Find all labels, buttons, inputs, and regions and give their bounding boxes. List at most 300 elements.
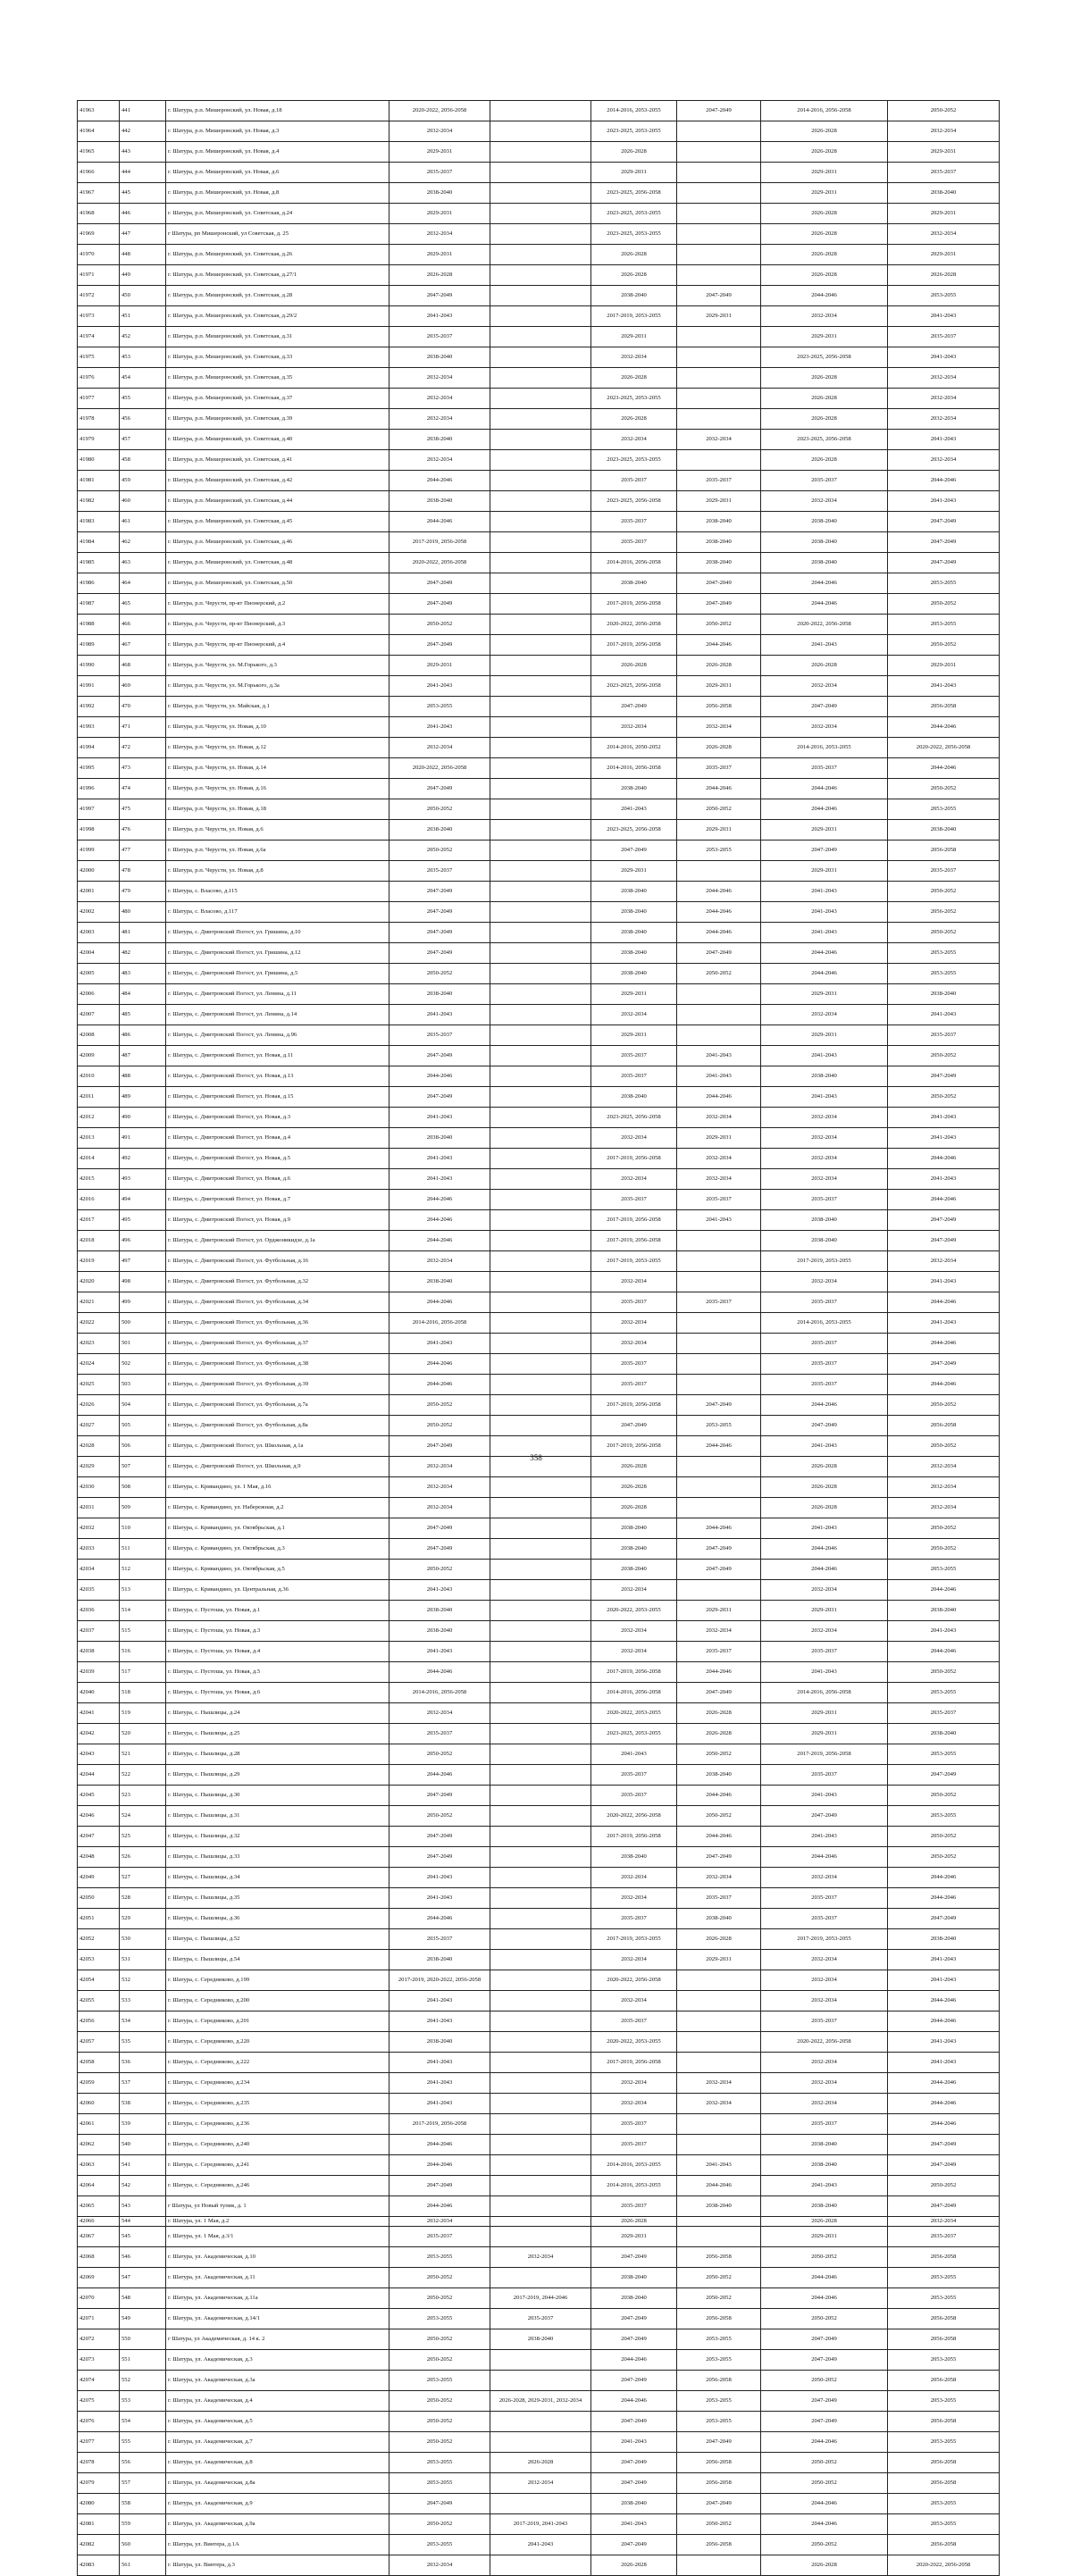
table-cell: 2041-2043: [761, 1827, 888, 1847]
table-cell: 42014: [78, 1149, 120, 1169]
table-cell: 2014-2016, 2053-2055: [591, 2155, 677, 2176]
table-cell: 2044-2046: [888, 1149, 1000, 1169]
table-cell: 42025: [78, 1375, 120, 1395]
table-cell: 2035-2037: [761, 471, 888, 491]
table-cell: 2047-2049: [677, 1560, 761, 1580]
table-cell: г. Шатура, с. Власово, д.117: [166, 902, 389, 923]
table-cell: 2029-2031: [677, 1128, 761, 1149]
table-cell: г. Шатура, ул. Академическая, д.4: [166, 2390, 389, 2411]
table-cell: 489: [120, 1087, 166, 1108]
table-cell: 2053-2055: [888, 799, 1000, 820]
table-cell: 2050-2052: [389, 615, 490, 635]
table-cell: 552: [120, 2370, 166, 2390]
table-cell: 2044-2046: [677, 1827, 761, 1847]
table-cell: г. Шатура, с. Пышлицы, д.32: [166, 1827, 389, 1847]
table-cell: г. Шатура, ул. Академическая, д.10: [166, 2246, 389, 2267]
table-cell: 2047-2049: [591, 841, 677, 861]
table-row: [78, 1005, 1000, 1025]
table-cell: г. Шатура, р.п. Мишеронский, ул. Советская, д.46: [166, 532, 389, 553]
table-cell: 2050-2052: [389, 1806, 490, 1827]
table-cell: г. Шатура, р.п. Мишеронский, ул. Советская, д.48: [166, 553, 389, 573]
table-cell: 2035-2037: [761, 758, 888, 779]
table-cell: 42055: [78, 1991, 120, 2011]
table-cell: 2050-2052: [761, 2452, 888, 2472]
table-cell: 2050-2052: [389, 799, 490, 820]
table-cell: 2032-2034: [761, 1970, 888, 1991]
table-cell: 2044-2046: [389, 471, 490, 491]
table-cell: [490, 1087, 591, 1108]
table-cell: [490, 2176, 591, 2196]
table-cell: г. Шатура, с. Дмитровский Погост, ул. Школьная, д.9: [166, 1457, 389, 1477]
table-cell: 2056-2058: [677, 2452, 761, 2472]
table-cell: 2026-2028: [761, 1498, 888, 1518]
table-cell: 42024: [78, 1354, 120, 1375]
table-cell: 2035-2037: [389, 1929, 490, 1950]
table-cell: 2053-2055: [888, 1806, 1000, 1827]
table-row: [78, 1395, 1000, 1416]
table-cell: 2029-2031: [761, 1703, 888, 1724]
table-cell: 2041-2043: [389, 2053, 490, 2073]
table-cell: 2032-2034: [389, 1457, 490, 1477]
table-row: [78, 224, 1000, 245]
table-cell: 459: [120, 471, 166, 491]
table-cell: 41984: [78, 532, 120, 553]
table-cell: 2026-2028: [591, 2555, 677, 2575]
table-cell: 2041-2043: [888, 676, 1000, 697]
table-row: [78, 1888, 1000, 1909]
table-cell: г. Шатура, с. Пышлицы, д.35: [166, 1888, 389, 1909]
table-cell: 2053-2055: [888, 1744, 1000, 1765]
table-cell: г. Шатура, с. Середниково, д.235: [166, 2094, 389, 2114]
table-cell: 469: [120, 676, 166, 697]
table-cell: г. Шатура, с. Середниково, д.234: [166, 2073, 389, 2094]
table-cell: 544: [120, 2217, 166, 2227]
table-cell: 2026-2028: [591, 142, 677, 163]
table-cell: 535: [120, 2032, 166, 2053]
table-cell: [490, 2094, 591, 2114]
table-cell: 2032-2034: [591, 1334, 677, 1354]
table-row: [78, 1354, 1000, 1375]
table-cell: 2035-2037: [888, 1703, 1000, 1724]
table-cell: 2053-2055: [888, 2390, 1000, 2411]
table-cell: 441: [120, 101, 166, 121]
table-cell: 2044-2046: [677, 923, 761, 943]
table-cell: 2035-2037: [591, 1765, 677, 1786]
table-cell: 2032-2034: [677, 430, 761, 450]
table-cell: 2023-2025, 2056-2058: [761, 347, 888, 368]
table-cell: [490, 1621, 591, 1642]
table-cell: 2032-2034: [761, 676, 888, 697]
table-cell: [490, 2032, 591, 2053]
table-cell: 483: [120, 964, 166, 984]
table-cell: г. Шатура, р.п. Мишеронский, ул. Советская, д.45: [166, 512, 389, 532]
table-cell: г. Шатура, с. Дмитровский Погост, ул. Гришина, д.5: [166, 964, 389, 984]
table-cell: [490, 224, 591, 245]
table-cell: 2032-2034: [761, 1621, 888, 1642]
table-row: [78, 1642, 1000, 1662]
table-cell: 474: [120, 779, 166, 799]
table-cell: [677, 2555, 761, 2575]
table-cell: 481: [120, 923, 166, 943]
table-cell: г. Шатура, с. Дмитровский Погост, ул. Футбольная, д.39: [166, 1375, 389, 1395]
table-cell: 484: [120, 984, 166, 1005]
table-cell: 2050-2052: [888, 1087, 1000, 1108]
table-cell: [490, 2011, 591, 2032]
table-cell: 2047-2049: [677, 2493, 761, 2513]
table-cell: 2029-2031: [761, 1601, 888, 1621]
table-cell: 2017-2019, 2053-2055: [761, 1929, 888, 1950]
table-cell: 42052: [78, 1929, 120, 1950]
table-cell: 41968: [78, 204, 120, 224]
table-cell: 2017-2019, 2056-2058: [389, 2114, 490, 2135]
table-cell: [490, 450, 591, 471]
table-cell: г. Шатура, ул. 1 Мая, д.3/1: [166, 2226, 389, 2246]
table-cell: 41997: [78, 799, 120, 820]
table-cell: [490, 594, 591, 615]
table-cell: [490, 1518, 591, 1539]
table-cell: 41990: [78, 656, 120, 676]
table-cell: 2047-2049: [389, 1087, 490, 1108]
table-row: [78, 2349, 1000, 2370]
table-cell: 2041-2043: [761, 635, 888, 656]
table-cell: 502: [120, 1354, 166, 1375]
table-cell: 2029-2031: [761, 861, 888, 882]
table-cell: 497: [120, 1251, 166, 1272]
table-cell: 507: [120, 1457, 166, 1477]
table-cell: 2026-2028: [761, 1457, 888, 1477]
table-cell: г. Шатура, с. Середниково, д.199: [166, 1970, 389, 1991]
table-cell: [490, 553, 591, 573]
table-cell: 2032-2034: [591, 1313, 677, 1334]
table-cell: 2035-2037: [591, 1046, 677, 1066]
table-cell: 2050-2052: [389, 2349, 490, 2370]
table-cell: 2014-2016, 2056-2058: [591, 1683, 677, 1703]
table-cell: 42066: [78, 2217, 120, 2227]
table-cell: 463: [120, 553, 166, 573]
table-cell: 2044-2046: [677, 1436, 761, 1457]
table-cell: 2020-2022, 2056-2058: [761, 615, 888, 635]
table-cell: 2047-2049: [761, 1806, 888, 1827]
table-cell: 2050-2052: [888, 1046, 1000, 1066]
table-cell: 2032-2034: [389, 1251, 490, 1272]
table-cell: [490, 1683, 591, 1703]
table-cell: [490, 1909, 591, 1929]
table-cell: 2041-2043: [888, 1970, 1000, 1991]
table-cell: 444: [120, 163, 166, 183]
table-cell: 2023-2025, 2056-2058: [761, 430, 888, 450]
table-cell: 42081: [78, 2513, 120, 2534]
table-cell: [490, 1888, 591, 1909]
table-cell: 553: [120, 2390, 166, 2411]
table-cell: 555: [120, 2431, 166, 2452]
table-cell: [490, 2267, 591, 2287]
table-cell: 2044-2046: [888, 1888, 1000, 1909]
table-cell: 42062: [78, 2135, 120, 2155]
table-cell: 2032-2034: [677, 1108, 761, 1128]
table-cell: [677, 409, 761, 430]
table-cell: 460: [120, 491, 166, 512]
table-cell: [490, 984, 591, 1005]
table-cell: 2047-2049: [888, 1765, 1000, 1786]
table-cell: 42054: [78, 1970, 120, 1991]
table-row: [78, 1786, 1000, 1806]
table-cell: 2017-2019, 2041-2043: [490, 2513, 591, 2534]
table-cell: г. Шатура, с. Дмитровский Погост, ул. Новая, д.7: [166, 1190, 389, 1210]
table-cell: 2047-2049: [591, 2246, 677, 2267]
table-cell: 2050-2052: [888, 1436, 1000, 1457]
table-cell: [490, 1991, 591, 2011]
table-cell: 2050-2052: [761, 2472, 888, 2493]
table-cell: 2044-2046: [677, 779, 761, 799]
table-cell: 2032-2034: [761, 717, 888, 738]
table-cell: [490, 1354, 591, 1375]
table-cell: г. Шатура, ул. 1 Мая, д.2: [166, 2217, 389, 2227]
table-cell: 2047-2049: [888, 2135, 1000, 2155]
table-cell: 479: [120, 882, 166, 902]
table-cell: 2038-2040: [389, 347, 490, 368]
table-cell: 2050-2052: [888, 1827, 1000, 1847]
table-cell: 2032-2034: [761, 1005, 888, 1025]
table-cell: 42000: [78, 861, 120, 882]
table-row: [78, 717, 1000, 738]
table-cell: 2056-2058: [888, 841, 1000, 861]
table-cell: 2035-2037: [591, 1375, 677, 1395]
table-cell: г. Шатура, с. Середниково, д.200: [166, 1991, 389, 2011]
table-cell: 2029-2031: [761, 183, 888, 204]
table-cell: 2026-2028: [591, 1477, 677, 1498]
table-cell: 2017-2019, 2044-2046: [490, 2287, 591, 2308]
table-cell: 2035-2037: [677, 758, 761, 779]
table-cell: 2047-2049: [591, 2308, 677, 2329]
table-cell: 2029-2031: [677, 676, 761, 697]
table-cell: 42046: [78, 1806, 120, 1827]
table-cell: 42029: [78, 1457, 120, 1477]
table-cell: 2032-2034: [389, 409, 490, 430]
table-cell: 2056-2058: [677, 2472, 761, 2493]
table-row: [78, 286, 1000, 306]
table-cell: [490, 615, 591, 635]
table-cell: 42082: [78, 2534, 120, 2555]
table-cell: 42060: [78, 2094, 120, 2114]
table-cell: 2026-2028: [677, 738, 761, 758]
table-cell: 539: [120, 2114, 166, 2135]
table-cell: 2047-2049: [389, 594, 490, 615]
table-cell: 2041-2043: [677, 2155, 761, 2176]
table-cell: [490, 923, 591, 943]
table-cell: [677, 265, 761, 286]
table-cell: 2029-2031: [677, 1601, 761, 1621]
table-row: [78, 1560, 1000, 1580]
table-cell: 2026-2028: [677, 1724, 761, 1744]
table-cell: 2044-2046: [761, 799, 888, 820]
table-cell: 2050-2052: [677, 615, 761, 635]
table-cell: 2044-2046: [888, 2094, 1000, 2114]
table-cell: 42034: [78, 1560, 120, 1580]
table-cell: 2026-2028: [761, 204, 888, 224]
table-cell: 42012: [78, 1108, 120, 1128]
table-cell: 2038-2040: [591, 1847, 677, 1868]
table-cell: 2035-2037: [677, 1190, 761, 1210]
table-cell: 42056: [78, 2011, 120, 2032]
table-cell: [490, 1395, 591, 1416]
table-cell: 42047: [78, 1827, 120, 1847]
table-cell: [490, 1128, 591, 1149]
table-cell: г. Шатура, с. Дмитровский Погост, ул. Гришина, д.12: [166, 943, 389, 964]
table-cell: 2041-2043: [761, 1786, 888, 1806]
table-cell: 486: [120, 1025, 166, 1046]
table-cell: 2032-2034: [677, 2094, 761, 2114]
table-cell: 2041-2043: [888, 491, 1000, 512]
table-row: [78, 2094, 1000, 2114]
table-cell: 42022: [78, 1313, 120, 1334]
table-cell: 2032-2034: [761, 2094, 888, 2114]
table-row: [78, 2267, 1000, 2287]
table-cell: [677, 121, 761, 142]
table-cell: 2041-2043: [761, 882, 888, 902]
table-cell: 2056-2058: [888, 2472, 1000, 2493]
table-row: [78, 573, 1000, 594]
table-cell: [677, 1025, 761, 1046]
table-cell: 42031: [78, 1498, 120, 1518]
table-row: [78, 183, 1000, 204]
table-cell: 2047-2049: [888, 1066, 1000, 1087]
table-row: [78, 615, 1000, 635]
table-cell: 548: [120, 2287, 166, 2308]
table-cell: [490, 121, 591, 142]
table-cell: 2029-2031: [888, 204, 1000, 224]
table-cell: 2047-2049: [761, 2349, 888, 2370]
table-cell: 2053-2055: [389, 2472, 490, 2493]
table-cell: 2017-2019, 2056-2058: [591, 594, 677, 615]
table-cell: 41983: [78, 512, 120, 532]
table-row: [78, 779, 1000, 799]
table-cell: 527: [120, 1868, 166, 1888]
table-cell: 2038-2040: [591, 1560, 677, 1580]
table-cell: [490, 2226, 591, 2246]
table-cell: [677, 1498, 761, 1518]
table-cell: 2020-2022, 2053-2055: [591, 2032, 677, 2053]
table-cell: г. Шатура, р.п. Черусти, пр-кт Пионерский, д.3: [166, 615, 389, 635]
table-cell: 2038-2040: [761, 1066, 888, 1087]
table-cell: г. Шатура, с. Пышлицы, д.29: [166, 1765, 389, 1786]
table-cell: 475: [120, 799, 166, 820]
table-cell: 2026-2028: [761, 265, 888, 286]
table-cell: 533: [120, 1991, 166, 2011]
table-row: [78, 471, 1000, 491]
table-cell: 478: [120, 861, 166, 882]
table-cell: 2017-2019, 2056-2058: [591, 1662, 677, 1683]
table-cell: 2032-2034: [888, 368, 1000, 389]
table-row: [78, 964, 1000, 984]
table-cell: 2026-2028: [591, 265, 677, 286]
table-cell: 2053-2055: [888, 964, 1000, 984]
table-cell: [490, 1477, 591, 1498]
table-row: [78, 265, 1000, 286]
table-cell: г. Шатура, с. Дмитровский Погост, ул. Новая, д.6: [166, 1169, 389, 1190]
table-cell: 42042: [78, 1724, 120, 1744]
table-cell: [490, 717, 591, 738]
table-cell: 2032-2034: [389, 1498, 490, 1518]
table-cell: 2032-2034: [888, 1457, 1000, 1477]
table-cell: 2029-2031: [761, 1025, 888, 1046]
table-cell: 2050-2052: [677, 1806, 761, 1827]
table-row: [78, 368, 1000, 389]
table-cell: [490, 1580, 591, 1601]
table-cell: 42026: [78, 1395, 120, 1416]
table-cell: [490, 347, 591, 368]
table-row: [78, 1539, 1000, 1560]
table-cell: г. Шатура, с. Дмитровский Погост, ул. Футбольная, д.16: [166, 1251, 389, 1272]
table-cell: 2017-2019, 2056-2058: [591, 1827, 677, 1847]
table-cell: 2017-2019, 2056-2058: [591, 1231, 677, 1251]
table-cell: 2044-2046: [888, 1868, 1000, 1888]
table-cell: 2038-2040: [677, 1765, 761, 1786]
table-cell: г. Шатура, р.п. Черусти, ул. Новая, д.14: [166, 758, 389, 779]
table-cell: 2041-2043: [761, 1046, 888, 1066]
table-cell: 2044-2046: [389, 1662, 490, 1683]
table-cell: 2044-2046: [888, 717, 1000, 738]
table-cell: 2035-2037: [591, 1292, 677, 1313]
table-cell: 2056-2052: [888, 902, 1000, 923]
table-cell: 538: [120, 2094, 166, 2114]
table-cell: 2050-2052: [761, 2308, 888, 2329]
table-cell: 2041-2043: [389, 1169, 490, 1190]
table-cell: 2047-2049: [389, 2176, 490, 2196]
table-cell: г. Шатура, с. Власово, д.115: [166, 882, 389, 902]
table-cell: 42058: [78, 2053, 120, 2073]
table-cell: 2041-2043: [389, 2011, 490, 2032]
table-row: [78, 697, 1000, 717]
table-cell: [677, 2053, 761, 2073]
table-cell: 2035-2037: [761, 1642, 888, 1662]
table-cell: 2032-2034: [888, 1477, 1000, 1498]
table-row: [78, 2226, 1000, 2246]
table-cell: 454: [120, 368, 166, 389]
table-cell: 2044-2046: [761, 594, 888, 615]
table-cell: 561: [120, 2555, 166, 2575]
table-cell: 2050-2052: [888, 2176, 1000, 2196]
table-cell: 519: [120, 1703, 166, 1724]
table-cell: 2017-2019, 2020-2022, 2056-2058: [389, 1970, 490, 1991]
table-cell: 42005: [78, 964, 120, 984]
table-cell: [677, 1970, 761, 1991]
table-cell: г. Шатура, ул. Академическая, д.9а: [166, 2513, 389, 2534]
table-cell: 2041-2043: [389, 717, 490, 738]
table-row: [78, 1950, 1000, 1970]
table-cell: 2038-2040: [591, 573, 677, 594]
table-cell: 493: [120, 1169, 166, 1190]
table-cell: 2047-2049: [389, 943, 490, 964]
table-cell: 464: [120, 573, 166, 594]
table-cell: г. Шатура, ул. Винтера, д.1А: [166, 2534, 389, 2555]
table-cell: г. Шатура, р.п. Мишеронский, ул. Советская, д.31: [166, 327, 389, 347]
table-cell: 516: [120, 1642, 166, 1662]
table-cell: [490, 1169, 591, 1190]
table-cell: 2053-2055: [677, 1416, 761, 1436]
table-cell: 2026-2028: [677, 1703, 761, 1724]
table-row: [78, 1662, 1000, 1683]
table-cell: 2023-2025, 2053-2055: [591, 450, 677, 471]
table-cell: г. Шатура, с. Пышлицы, д.30: [166, 1786, 389, 1806]
table-cell: 41999: [78, 841, 120, 861]
table-cell: 2017-2019, 2056-2058: [591, 1395, 677, 1416]
table-cell: 496: [120, 1231, 166, 1251]
table-cell: 2014-2016, 2053-2055: [591, 101, 677, 121]
table-cell: 2044-2046: [761, 964, 888, 984]
table-row: [78, 1169, 1000, 1190]
table-cell: [490, 1046, 591, 1066]
table-cell: г. Шатура, с. Дмитровский Погост, ул. Орджоникидзе, д.1а: [166, 1231, 389, 1251]
